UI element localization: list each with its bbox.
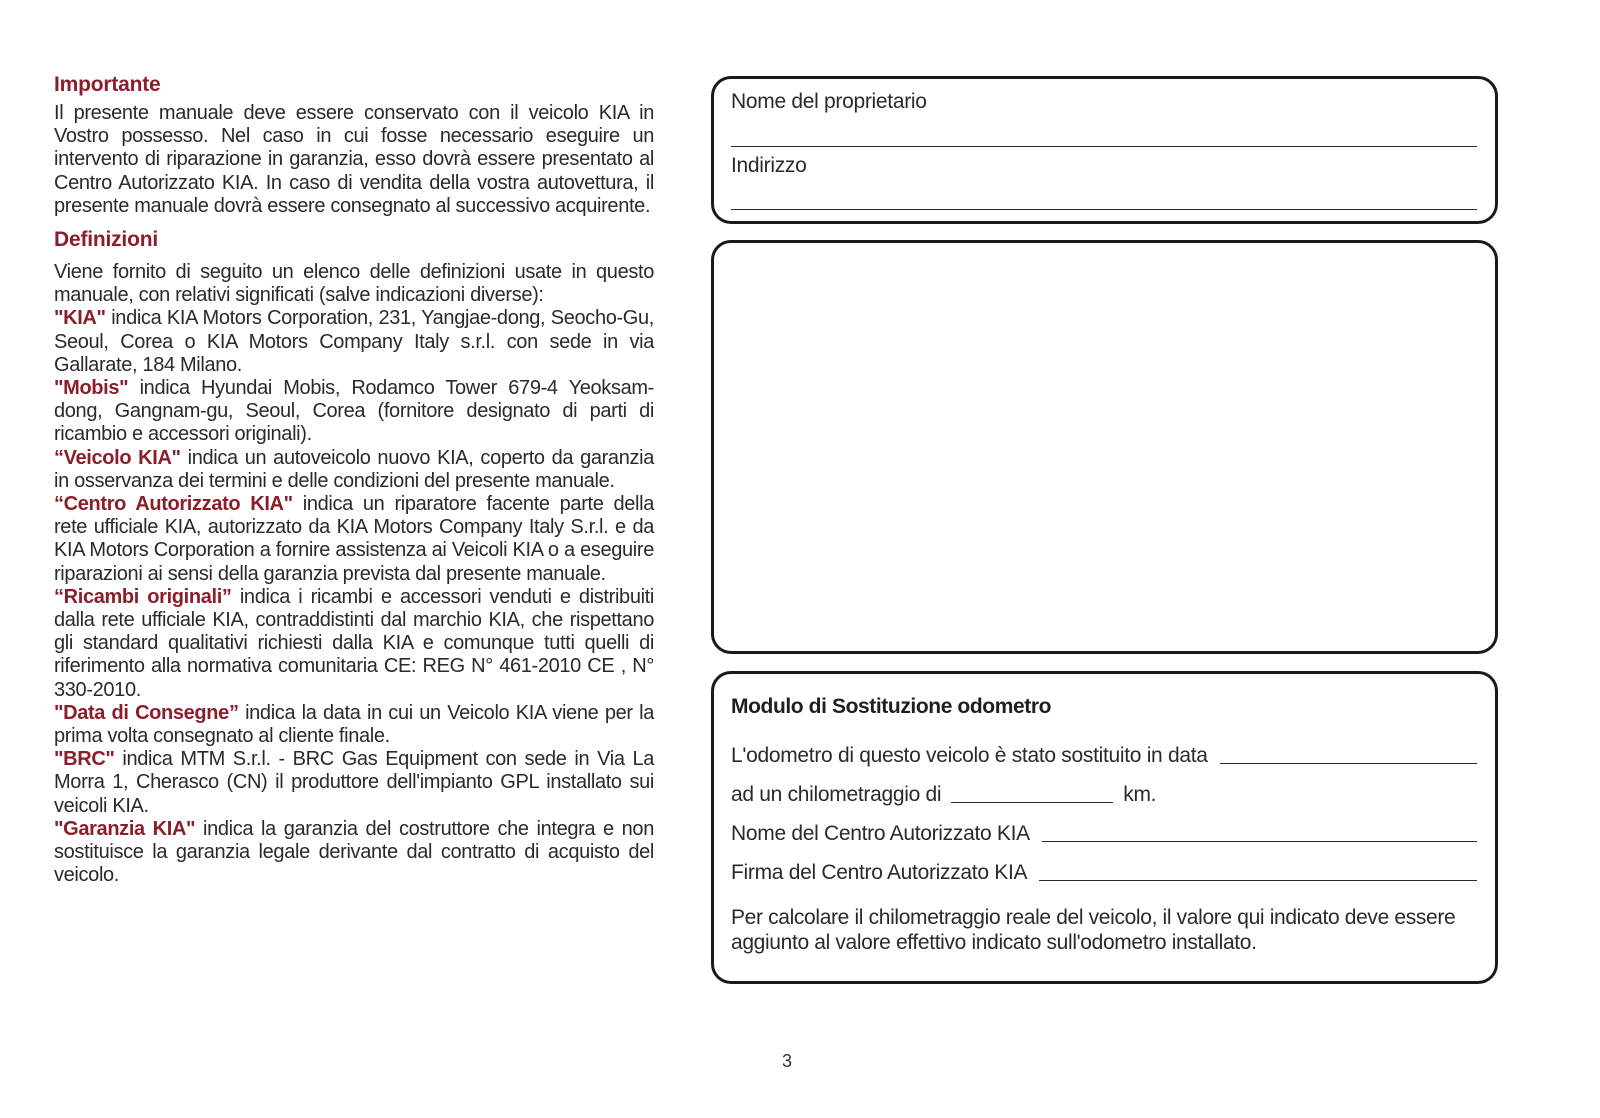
odometer-note: Per calcolare il chilometraggio reale del veicolo, il valore qui indicato deve essere aggiunto al valore effettivo indicato sull'odometro installato.	[731, 906, 1456, 954]
definition-text: indica KIA Motors Corporation, 231, Yangjae-dong, Seocho-Gu, Seoul, Corea o KIA Motors Company Italy s.r.l. con sede in via Gallarate, 184 Milano.	[54, 307, 654, 376]
section-definizioni	[54, 227, 654, 887]
page-number: 3	[782, 1051, 793, 1071]
replacement-date-label: L'odometro di questo veicolo è stato sostituito in data	[731, 744, 1208, 767]
definition-item	[54, 586, 654, 702]
center-name-field[interactable]	[1042, 841, 1477, 842]
blank-box	[711, 240, 1498, 654]
importante-text: Il presente manuale deve essere conservato con il veicolo KIA in Vostro possesso. Nel caso in cui fosse necessario eseguire un intervento di riparazione in garanzia, esso dovrà essere presentato al Centro Autorizzato KIA. In caso di vendita della vostra autovettura, il presente manuale dovrà essere consegnato al successivo acquirente.	[54, 102, 654, 217]
replacement-date-row	[731, 742, 1477, 768]
address-field[interactable]	[731, 209, 1477, 210]
odometer-title: Modulo di Sostituzione odometro	[731, 695, 1052, 718]
definition-item	[54, 818, 654, 888]
definition-text: indica un autoveicolo nuovo KIA, coperto da garanzia in osservanza dei termini e delle condizioni del presente manuale.	[54, 446, 654, 492]
center-signature-label: Firma del Centro Autorizzato KIA	[731, 861, 1028, 884]
definition-text: indica i ricambi e accessori venduti e distribuiti dalla rete ufficiale KIA, contraddistinti dal marchio KIA, che rispettano gli standard qualitativi richiesti dalla KIA e comunque tutti quelli di riferimento alla normativa comunitaria CE: REG N° 461-2010 CE , N° 330-2010.	[54, 585, 654, 701]
center-name-label: Nome del Centro Autorizzato KIA	[731, 822, 1030, 845]
center-name-row	[731, 820, 1477, 846]
importante-heading: Importante	[54, 73, 161, 96]
definition-text: indica MTM S.r.l. - BRC Gas Equipment con sede in Via La Morra 1, Cherasco (CN) il produttore dell'impianto GPL installato sui veicoli KIA.	[54, 748, 654, 817]
definition-term: "BRC"	[54, 748, 115, 771]
definition-item	[54, 307, 654, 377]
definition-term: "Garanzia KIA"	[54, 817, 196, 840]
definition-term: "Mobis"	[54, 377, 129, 400]
definition-term: “Veicolo KIA"	[54, 446, 181, 469]
definition-term: "Data di Consegne”	[54, 701, 239, 724]
definition-item	[54, 748, 654, 818]
definition-item	[54, 493, 654, 586]
owner-name-label: Nome del proprietario	[731, 90, 927, 113]
owner-box	[711, 76, 1498, 224]
definition-text: indica la data in cui un Veicolo KIA viene per la prima volta consegnato al cliente finale.	[54, 701, 654, 748]
mileage-label: ad un chilometraggio di	[731, 783, 942, 806]
definition-text: indica Hyundai Mobis, Rodamco Tower 679-4 Yeoksam-dong, Gangnam-gu, Seoul, Corea (fornitore designato di parti di ricambio e accessori originali).	[54, 377, 654, 446]
definition-item	[54, 702, 654, 748]
center-signature-field[interactable]	[1039, 880, 1477, 881]
left-column	[54, 72, 654, 888]
definition-text: indica la garanzia del costruttore che integra e non sostituisce la garanzia legale derivante dal contratto di acquisto del veicolo.	[54, 817, 654, 887]
definizioni-heading: Definizioni	[54, 228, 158, 252]
definition-item	[54, 377, 654, 447]
center-signature-row	[731, 859, 1477, 885]
replacement-date-field[interactable]	[1220, 763, 1477, 764]
address-label: Indirizzo	[731, 154, 807, 177]
mileage-field[interactable]	[951, 802, 1113, 803]
definition-text: indica un riparatore facente parte della rete ufficiale KIA, autorizzato da KIA Motors Company Italy S.r.l. e da KIA Motors Corporation a fornire assistenza ai Veicoli KIA o a eseguire riparazioni ai sensi della garanzia prevista dal presente manuale.	[54, 493, 654, 585]
mileage-row	[731, 781, 1477, 807]
mileage-unit: km.	[1123, 783, 1157, 806]
definizioni-intro: Viene fornito di seguito un elenco delle definizioni usate in questo manuale, con relativi significati (salve indicazioni diverse):	[54, 261, 654, 307]
odometer-replacement-box	[711, 671, 1498, 984]
definition-term: "KIA"	[54, 307, 106, 330]
definition-item	[54, 447, 654, 493]
owner-name-field[interactable]	[731, 146, 1477, 147]
definition-term: “Centro Autorizzato KIA"	[54, 493, 293, 516]
section-importante	[54, 72, 654, 218]
definition-term: “Ricambi originali”	[54, 585, 232, 608]
